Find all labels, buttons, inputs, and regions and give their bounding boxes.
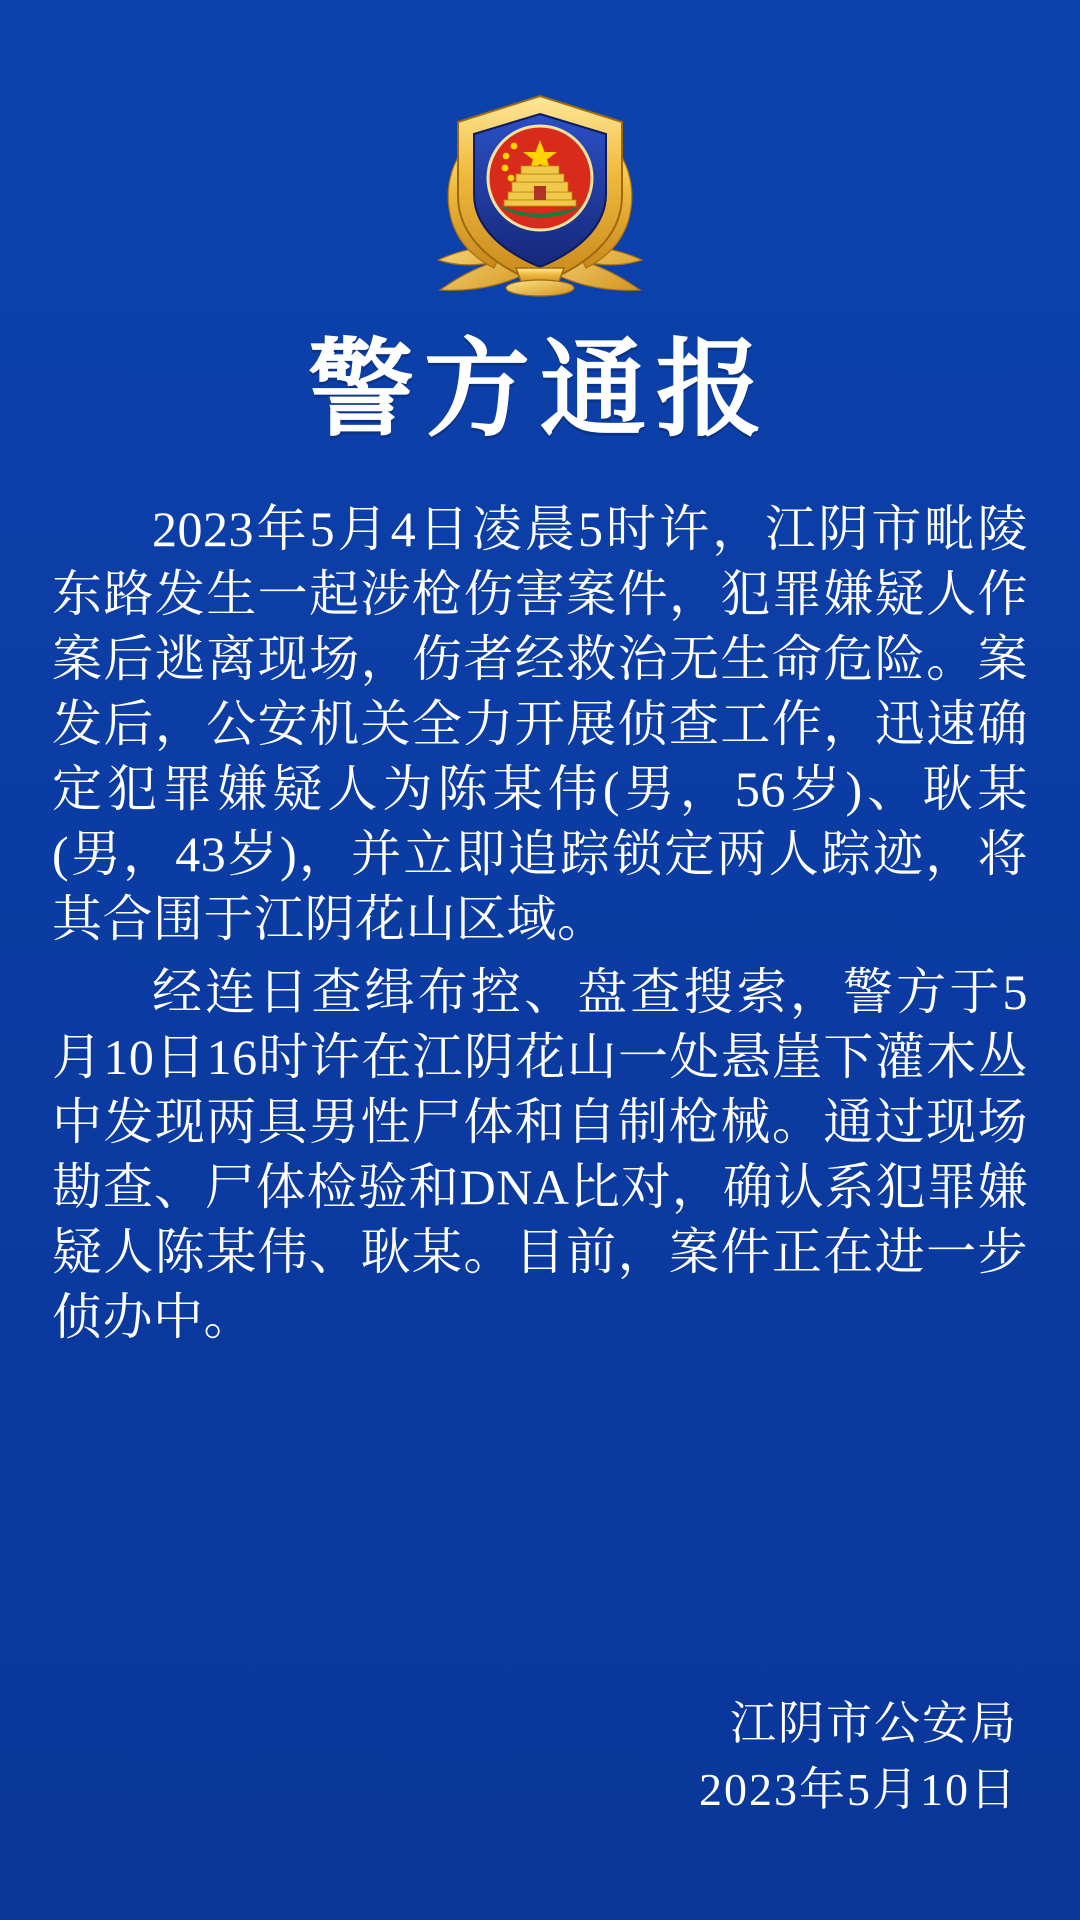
page-title: 警方通报 — [308, 332, 772, 449]
paragraph-1: 2023年5月4日凌晨5时许，江阴市毗陵东路发生一起涉枪伤害案件，犯罪嫌疑人作案后逃离现场，伤者经救治无生命危险。案发后，公安机关全力开展侦查工作，迅速确定犯罪嫌疑人为陈某伟(男，56岁)、耿某(男，43岁)，并立即追踪锁定两人踪迹，将其合围于江阴花山区域。 — [52, 500, 1028, 947]
china-police-badge-icon — [390, 70, 690, 310]
issuing-organization: 江阴市公安局 — [730, 1697, 1018, 1749]
signature-block — [699, 1691, 1018, 1824]
notice-body — [0, 497, 1080, 1358]
paragraph-2: 经连日查缉布控、盘查搜索，警方于5月10日16时许在江阴花山一处悬崖下灌木丛中发现两具男性尸体和自制枪械。通过现场勘查、尸体检验和DNA比对，确认系犯罪嫌疑人陈某伟、耿某。目前，案件正在进一步侦办中。 — [52, 963, 1028, 1345]
issue-date: 2023年5月10日 — [699, 1764, 1018, 1816]
